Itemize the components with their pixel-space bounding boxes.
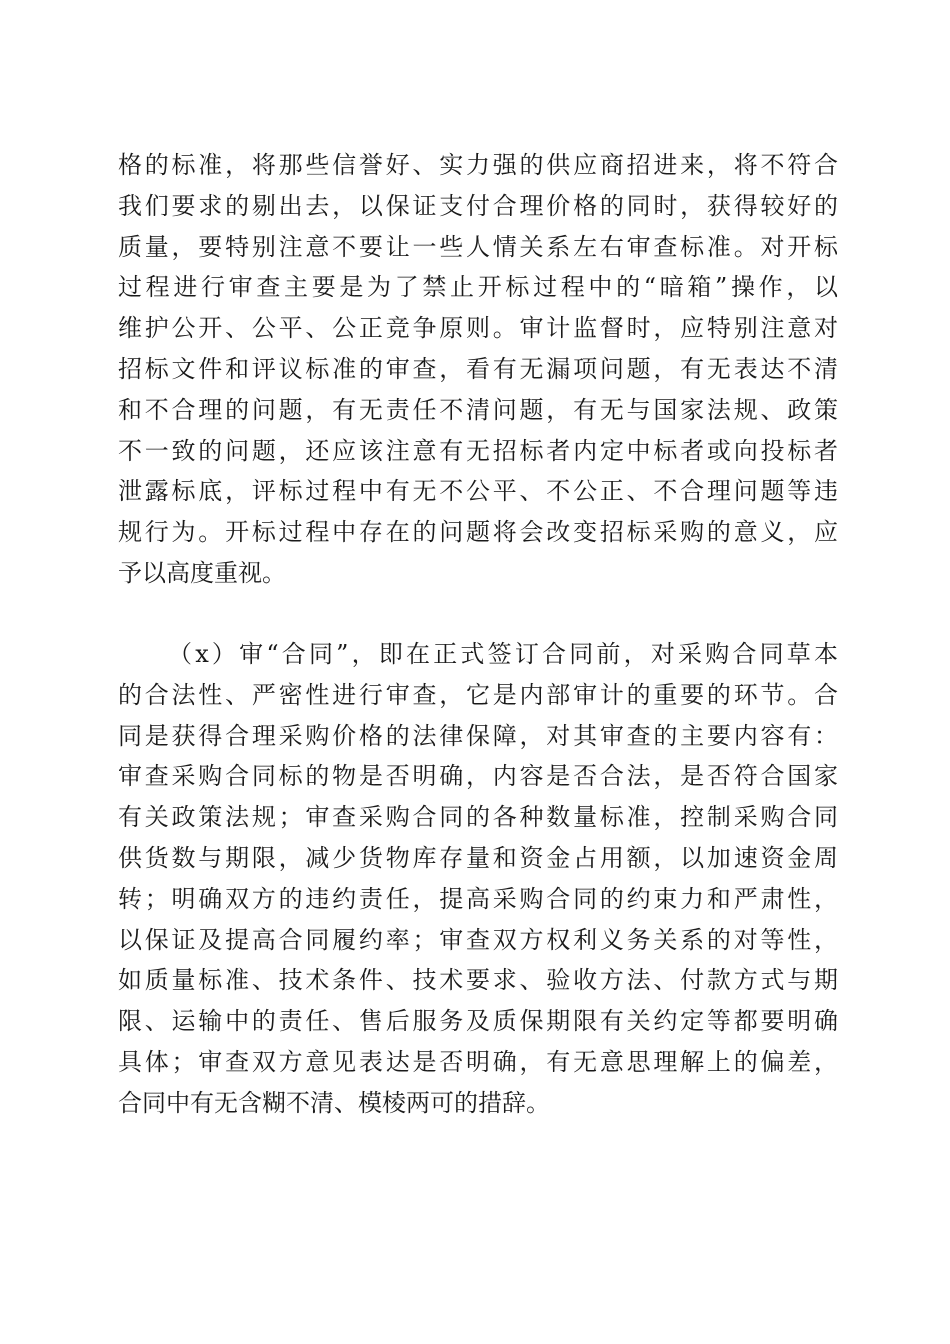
text-line: 不一致的问题，还应该注意有无招标者内定中标者或向投标者 bbox=[118, 436, 838, 465]
text-line: 维护公开、公平、公正竞争原则。审计监督时，应特别注意对 bbox=[118, 314, 838, 343]
text-line: 转；明确双方的违约责任，提高采购合同的约束力和严肃性， bbox=[118, 884, 838, 913]
text-line: 的合法性、严密性进行审查，它是内部审计的重要的环节。合 bbox=[118, 680, 838, 709]
text-line: 合同中有无含糊不清、模棱两可的措辞。 bbox=[118, 1088, 550, 1117]
text-line: 我们要求的剔出去，以保证支付合理价格的同时，获得较好的 bbox=[118, 191, 838, 220]
text-line: 审查采购合同标的物是否明确，内容是否合法，是否符合国家 bbox=[118, 762, 838, 791]
text-line: 和不合理的问题，有无责任不清问题，有无与国家法规、政策 bbox=[118, 395, 838, 424]
text-line: 具体；审查双方意见表达是否明确，有无意思理解上的偏差， bbox=[118, 1047, 838, 1076]
text-line: 予以高度重视。 bbox=[118, 558, 286, 587]
text-line: 同是获得合理采购价格的法律保障，对其审查的主要内容有： bbox=[118, 721, 838, 750]
text-line: 质量，要特别注意不要让一些人情关系左右审查标准。对开标 bbox=[118, 232, 838, 261]
paragraph-contract-review bbox=[118, 634, 838, 1124]
text-line: 招标文件和评议标准的审查，看有无漏项问题，有无表达不清 bbox=[118, 354, 838, 383]
text-line: 有关政策法规；审查采购合同的各种数量标准，控制采购合同 bbox=[118, 803, 838, 832]
text-line: 供货数与期限，减少货物库存量和资金占用额，以加速资金周 bbox=[118, 843, 838, 872]
text-line: 格的标准，将那些信誉好、实力强的供应商招进来，将不符合 bbox=[118, 151, 838, 179]
paragraph-bidding-review bbox=[118, 145, 838, 594]
text-line: 规行为。开标过程中存在的问题将会改变招标采购的意义，应 bbox=[118, 518, 838, 547]
text-line: 如质量标准、技术条件、技术要求、验收方法、付款方式与期 bbox=[118, 966, 838, 995]
text-line: 过程进行审查主要是为了禁止开标过程中的“暗箱”操作，以 bbox=[118, 273, 838, 302]
text-line: 以保证及提高合同履约率；审查双方权利义务关系的对等性， bbox=[118, 925, 838, 954]
text-line: （x）审“合同”，即在正式签订合同前，对采购合同草本 bbox=[168, 640, 838, 668]
text-line: 泄露标底，评标过程中有无不公平、不公正、不合理问题等违 bbox=[118, 477, 838, 506]
text-line: 限、运输中的责任、售后服务及质保期限有关约定等都要明确 bbox=[118, 1007, 838, 1036]
